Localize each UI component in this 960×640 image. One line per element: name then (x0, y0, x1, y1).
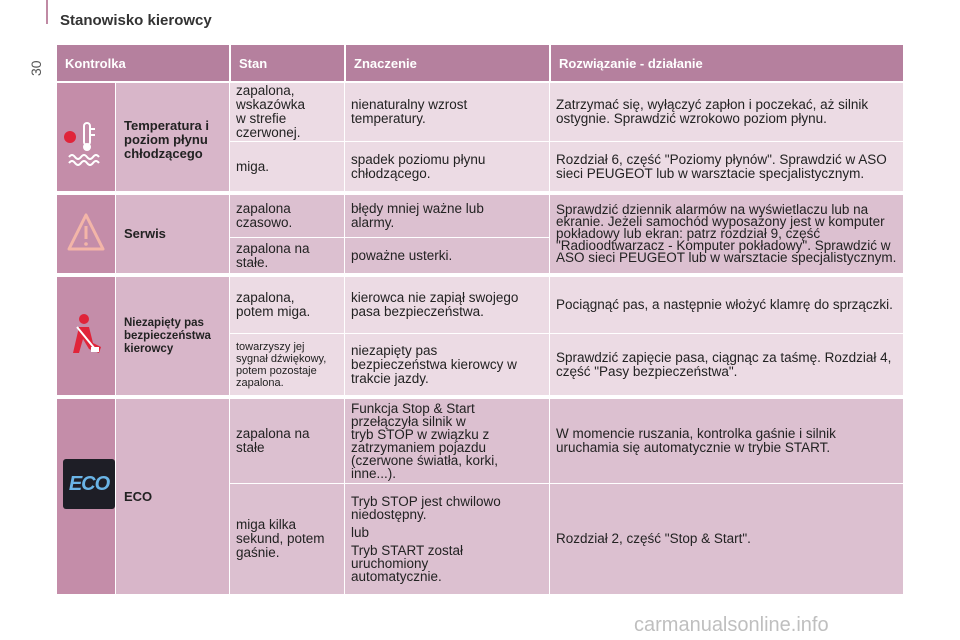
znaczenie-cell: Funkcja Stop & Start przełączyła silnik w tryb STOP w związku z zatrzymaniem pojazdu (czerwone światła, korki, inne...). (345, 399, 549, 483)
znaczenie-part: Tryb STOP jest chwilowo niedostępny. (351, 494, 501, 522)
side-accent-bar (46, 0, 48, 24)
znaczenie-cell: nienaturalny wzrost temperatury. (345, 83, 549, 141)
znaczenie-part: lub (351, 525, 370, 540)
watermark: carmanualsonline.info (634, 614, 829, 636)
eco-icon-label: ECO (68, 472, 110, 495)
rozwiazanie-cell: Zatrzymać się, wyłączyć zapłon i poczekać, aż silnik ostygnie. Sprawdzić wzrokowo poziom płynu. (550, 83, 903, 141)
stan-cell: zapalona czasowo. (230, 195, 344, 237)
rozwiazanie-cell: Pociągnąć pas, a następnie włożyć klamrę do sprzączki. (550, 277, 903, 333)
stan-cell: miga. (230, 142, 344, 191)
header-kontrolka: Kontrolka (57, 45, 229, 81)
warning-name-service: Serwis (116, 195, 229, 273)
znaczenie-cell: błędy mniej ważne lub alarmy. (345, 195, 549, 237)
eco-icon-cell (57, 399, 115, 594)
page-number: 30 (28, 60, 44, 76)
eco-icon (63, 459, 115, 509)
znaczenie-cell: spadek poziomu płynu chłodzącego. (345, 142, 549, 191)
rozwiazanie-cell: Rozdział 6, część "Poziomy płynów". Sprawdzić w ASO sieci PEUGEOT lub w warsztacie specjalistycznym. (550, 142, 903, 191)
stan-cell: zapalona na stałe. (230, 238, 344, 273)
znaczenie-cell: poważne usterki. (345, 238, 549, 273)
rozwiazanie-cell: Rozdział 2, część "Stop & Start". (550, 484, 903, 594)
section-title: Stanowisko kierowcy (60, 12, 212, 29)
znaczenie-cell: kierowca nie zapiął swojego pasa bezpieczeństwa. (345, 277, 549, 333)
stan-cell: miga kilka sekund, potem gaśnie. (230, 484, 344, 594)
znaczenie-cell (345, 484, 549, 594)
rozwiazanie-cell: Sprawdzić dziennik alarmów na wyświetlaczu lub na ekranie. Jeżeli samochód wyposażony jest w komputer pokładowy lub ekran: patrz rozdział 9, część "Radioodtwarzacz - Komputer pokładowy". Sprawdzić w ASO sieci PEUGEOT lub w warsztacie specjalistycznym. (550, 195, 903, 273)
service-icon-cell (57, 195, 115, 273)
header-znaczenie: Znaczenie (345, 45, 549, 81)
rozwiazanie-cell: W momencie ruszania, kontrolka gaśnie i silnik uruchamia się automatycznie w trybie START. (550, 399, 903, 483)
header-stan: Stan (230, 45, 344, 81)
coolant-icon-cell (57, 83, 115, 191)
znaczenie-part: Tryb START został uruchomiony automatycznie. (351, 543, 464, 584)
seatbelt-icon (57, 277, 115, 395)
stan-cell: zapalona, wskazówka w strefie czerwonej. (230, 83, 344, 141)
header-rozwiazanie: Rozwiązanie - działanie (550, 45, 903, 81)
stan-cell: zapalona, potem miga. (230, 277, 344, 333)
warning-name-eco: ECO (116, 399, 229, 594)
warning-name-seatbelt: Niezapięty pas bezpieczeństwa kierowcy (116, 277, 229, 395)
coolant-temperature-icon (57, 83, 115, 191)
stan-cell: zapalona na stałe (230, 399, 344, 483)
warning-name-coolant: Temperatura i poziom płynu chłodzącego (116, 83, 229, 191)
service-warning-icon (57, 195, 115, 273)
seatbelt-icon-cell (57, 277, 115, 395)
znaczenie-cell: niezapięty pas bezpieczeństwa kierowcy w trakcie jazdy. (345, 334, 549, 395)
rozwiazanie-cell: Sprawdzić zapięcie pasa, ciągnąc za taśmę. Rozdział 4, część "Pasy bezpieczeństwa". (550, 334, 903, 395)
stan-cell: towarzyszy jej sygnał dźwiękowy, potem pozostaje zapalona. (230, 334, 344, 395)
warning-lights-table (57, 45, 903, 594)
